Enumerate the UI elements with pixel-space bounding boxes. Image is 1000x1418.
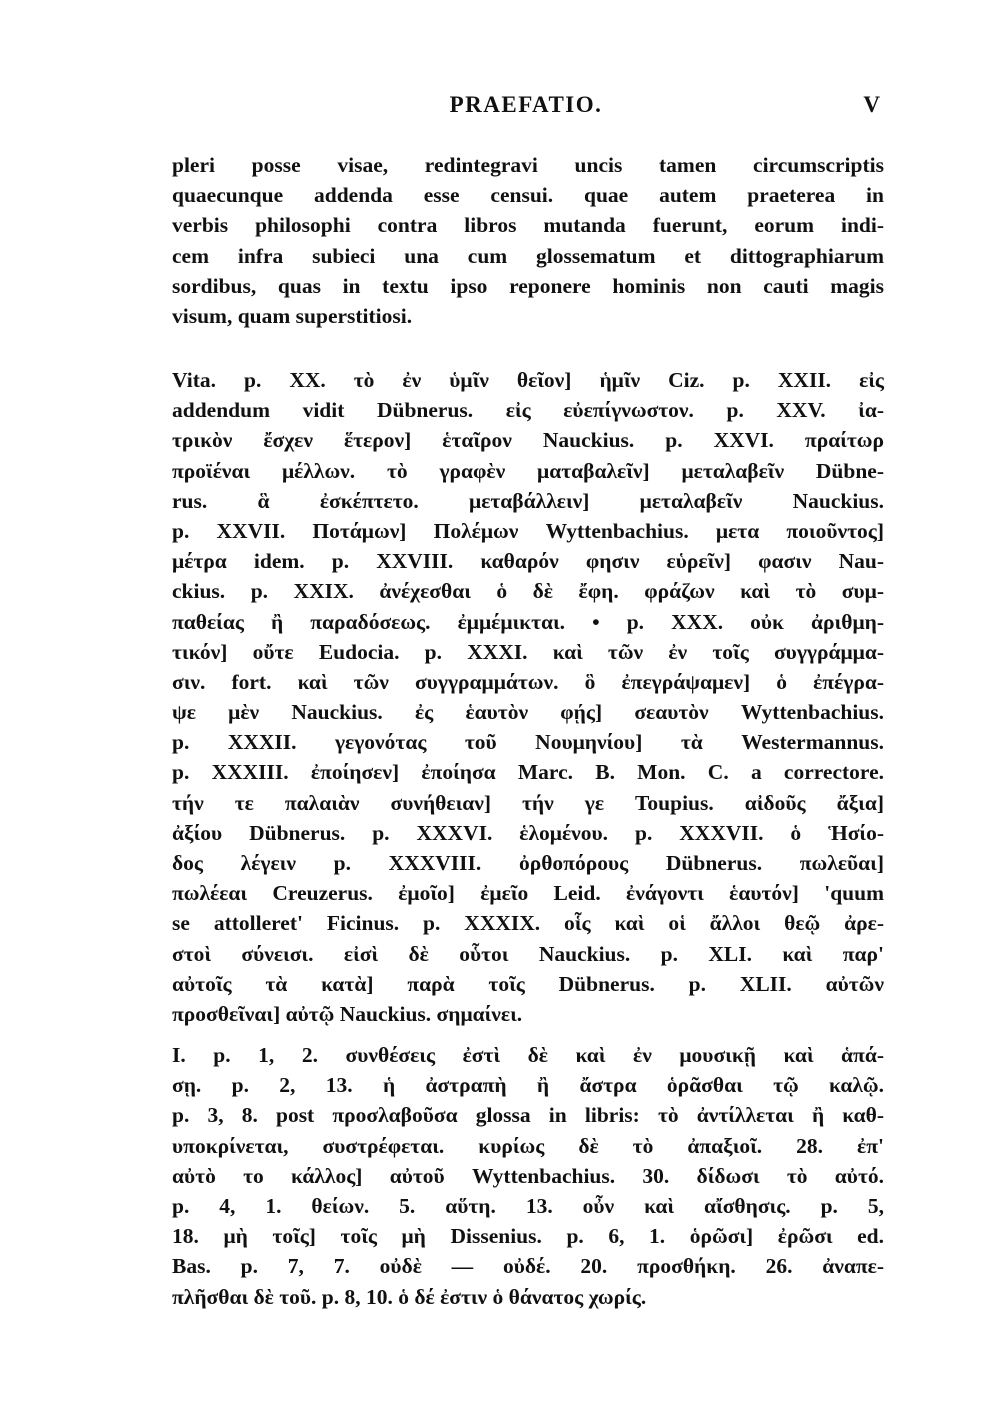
- text-line: addendum vidit Dübnerus. εἰς εὐεπίγνωστον. p. XXV. ἰα-: [172, 398, 884, 423]
- text-line: quaecunque addenda esse censui. quae autem praeterea in: [172, 183, 884, 208]
- text-line: sordibus, quas in textu ipso reponere hominis non cauti magis: [172, 273, 884, 298]
- text-line: αὐτοῖς τὰ κατὰ] παρὰ τοῖς Dübnerus. p. XLII. αὐτῶν: [172, 971, 884, 996]
- text-line: μέτρα idem. p. XXVIII. καθαρόν φησιν εὑρεῖν] φασιν Nau-: [172, 549, 884, 574]
- text-line: p. 4, 1. θείων. 5. αὕτη. 13. οὖν καὶ αἴσθησις. p. 5,: [172, 1193, 884, 1218]
- running-title: PRAEFATIO.: [449, 92, 603, 117]
- text-line: προσθεῖναι] αὐτῷ Nauckius. σημαίνει.: [172, 1001, 523, 1026]
- text-line: πλῆσθαι δὲ τοῦ. p. 8, 10. ὁ δέ ἐστιν ὁ θάνατος χωρίς.: [172, 1284, 647, 1309]
- text-line: rus. ἃ ἐσκέπτετο. μεταβάλλειν] μεταλαβεῖν Nauckius.: [172, 488, 884, 513]
- text-line: 18. μὴ τοῖς] τοῖς μὴ Dissenius. p. 6, 1. ὁρῶσι] ἐρῶσι ed.: [172, 1224, 884, 1249]
- text-line: ἀξίου Dübnerus. p. XXXVI. ἑλομένου. p. XXXVII. ὁ Ἡσίο-: [172, 820, 884, 845]
- text-line: δος λέγειν p. XXXVIII. ὀρθοπόρους Dübnerus. πωλεῦαι]: [172, 851, 884, 875]
- text-line: στοὶ σύνεισι. εἰσὶ δὲ οὗτοι Nauckius. p. XLI. καὶ παρ': [172, 941, 884, 966]
- text-line: παθείας ἢ παραδόσεως. ἐμμέμικται. • p. XXX. οὐκ ἀριθμη-: [172, 609, 884, 634]
- text-line: p. XXXIII. ἐποίησεν] ἐποίησα Marc. B. Mon. C. a correctore.: [172, 760, 884, 785]
- text-line: Vita. p. XX. τὸ ἐν ὑμῖν θεῖον] ἡμῖν Ciz. p. XXII. εἰς: [172, 368, 884, 392]
- text-line: I. p. 1, 2. συνθέσεις ἐστὶ δὲ καὶ ἐν μουσικῇ καὶ ἁπά-: [172, 1043, 884, 1067]
- text-line: p. 3, 8. post προσλαβοῦσα glossa in libris: τὸ ἀντίλλεται ἢ καθ-: [172, 1103, 884, 1128]
- paragraph-preface-text: [172, 150, 884, 331]
- text-line: πωλέεαι Creuzerus. ἐμοῖο] ἐμεῖο Leid. ἐνάγοντι ἑαυτόν] 'quum: [172, 881, 884, 906]
- text-line: visum, quam superstitiosi.: [172, 303, 413, 328]
- text-line: verbis philosophi contra libros mutanda fuerunt, eorum indi-: [172, 213, 884, 238]
- text-line: cem infra subieci una cum glossematum et dittographiarum: [172, 243, 884, 268]
- paragraph-chapter-notes: [172, 1040, 884, 1312]
- text-line: τικόν] οὔτε Eudocia. p. XXXI. καὶ τῶν ἐν τοῖς συγγράμμα-: [172, 639, 884, 664]
- text-line: υποκρίνεται, συστρέφεται. κυρίως δὲ τὸ ἀπαξιοῖ. 28. ἐπ': [172, 1133, 884, 1158]
- page-number: V: [863, 92, 880, 117]
- text-line: p. XXVII. Ποτάμων] Πολέμων Wyttenbachius. μετα ποιοῦντος]: [172, 518, 884, 543]
- text-line: τήν τε παλαιὰν συνήθειαν] τήν γε Toupius. αἰδοῦς ἄξια]: [172, 790, 884, 815]
- text-line: τρικὸν ἔσχεν ἕτερον] ἑταῖρον Nauckius. p. XXVI. πραίτωρ: [172, 428, 884, 453]
- text-line: se attolleret' Ficinus. p. XXXIX. οἷς καὶ οἱ ἄλλοι θεῷ ἀρε-: [172, 911, 884, 936]
- text-line: p. XXXII. γεγονότας τοῦ Νουμηνίου] τὰ Westermannus.: [172, 730, 884, 755]
- running-head: [172, 92, 880, 124]
- text-line: pleri posse visae, redintegravi uncis tamen circumscriptis: [172, 153, 884, 177]
- text-line: σῃ. p. 2, 13. ἡ ἀστραπὴ ἢ ἄστρα ὁρᾶσθαι τῷ καλῷ.: [172, 1073, 884, 1098]
- text-line: αὐτὸ το κάλλος] αὐτοῦ Wyttenbachius. 30. δίδωσι τὸ αὐτό.: [172, 1163, 884, 1188]
- text-line: ckius. p. XXIX. ἀνέχεσθαι ὁ δὲ ἔφη. φράζων καὶ τὸ συμ-: [172, 579, 884, 604]
- paragraph-vita-notes: [172, 365, 884, 1029]
- text-line: ψε μὲν Nauckius. ἐς ἑαυτὸν φῄς] σεαυτὸν Wyttenbachius.: [172, 700, 884, 725]
- text-line: σιν. fort. καὶ τῶν συγγραμμάτων. ὃ ἐπεγράψαμεν] ὁ ἐπέγρα-: [172, 669, 884, 694]
- text-line: προϊέναι μέλλων. τὸ γραφὲν ματαβαλεῖν] μεταλαβεῖν Dübne-: [172, 458, 884, 483]
- text-line: Bas. p. 7, 7. οὐδὲ — οὐδέ. 20. προσθήκη. 26. ἀναπε-: [172, 1254, 884, 1279]
